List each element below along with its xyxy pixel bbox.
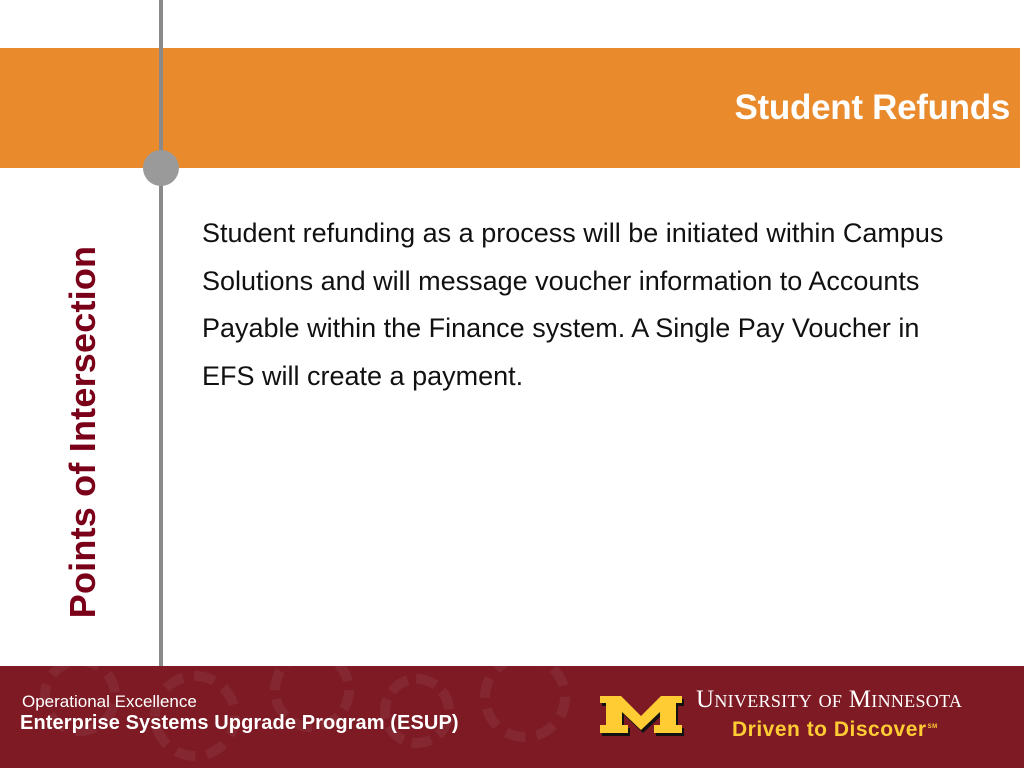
body-text: Student refunding as a process will be initiated within Campus Solutions and will message voucher information to Accounts Payable within the Finance system. A Single Pay Voucher in EFS will create a payment. bbox=[202, 218, 944, 391]
tagline-text: Driven to Discover bbox=[732, 718, 927, 741]
footer-program-name: Enterprise Systems Upgrade Program (ESUP) bbox=[20, 712, 459, 734]
footer-kicker: Operational Excellence bbox=[22, 692, 197, 711]
section-label: Points of Intersection bbox=[62, 245, 103, 619]
university-tagline bbox=[732, 718, 938, 742]
university-name: University of Minnesota bbox=[696, 686, 963, 713]
university-m-logo-icon bbox=[598, 690, 684, 738]
vertical-divider bbox=[159, 0, 163, 666]
service-mark: SM bbox=[927, 724, 938, 730]
gear-pattern-icon bbox=[380, 674, 454, 748]
gear-pattern-icon bbox=[480, 666, 570, 742]
slide-title: Student Refunds bbox=[734, 88, 1010, 127]
divider-node bbox=[143, 150, 179, 186]
